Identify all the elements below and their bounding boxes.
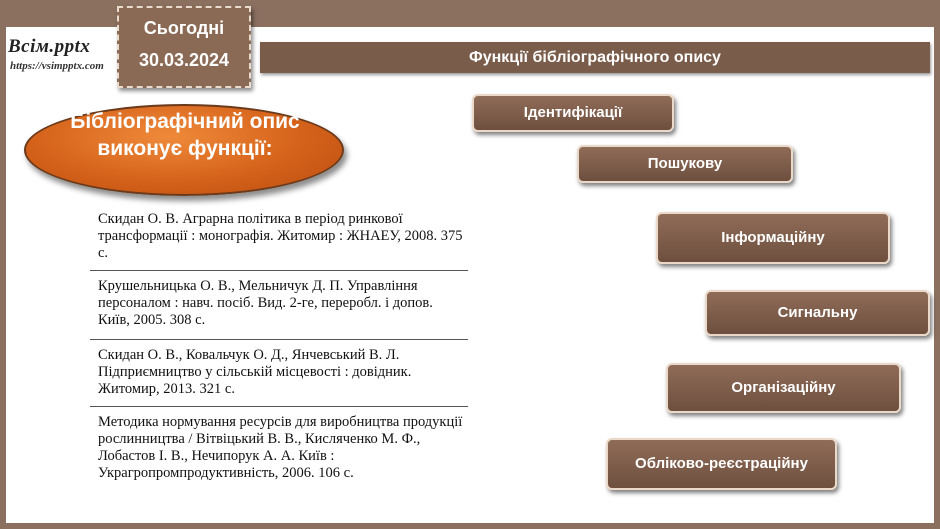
logo-url: https://vsimpptx.com: [10, 60, 104, 72]
date-label: Сьогодні: [143, 18, 225, 38]
reference-3: Скидан О. В., Ковальчук О. Д., Янчевський В. Л. Підприємництво у сільській місцевості : довідник. Житомир, 2013. 321 с.: [98, 347, 412, 397]
ellipse-text: Бібліографічний опис виконує функції:: [70, 110, 300, 160]
logo-text: Всім.pptx: [8, 36, 91, 57]
logo: [8, 36, 120, 78]
function-signal-button[interactable]: Сигнальну: [705, 290, 930, 336]
function-registration-button[interactable]: Обліково-реєстраційну: [606, 438, 837, 490]
date-box: [117, 6, 251, 88]
date-value: 30.03.2024: [138, 50, 230, 70]
reference-1: Скидан О. В. Аграрна політика в період ринкової трансформації : монографія. Житомир : ЖНАЕУ, 2008. 375 с.: [98, 211, 463, 261]
function-identification-button[interactable]: Ідентифікації: [472, 94, 674, 132]
reference-divider: [90, 406, 468, 407]
reference-divider: [90, 339, 468, 340]
reference-divider: [90, 270, 468, 271]
reference-4: Методика нормування ресурсів для виробництва продукції рослинництва / Вітвіцький В. В., Кисляченко М. Ф., Лобастов І. В., Нечипорук А. А. Київ : Украгропромпродуктивність, 2006. 106 с.: [98, 414, 463, 481]
function-organizational-button[interactable]: Організаційну: [666, 363, 901, 413]
slide-title: Функції бібліографічного опису: [260, 42, 930, 73]
function-information-button[interactable]: Інформаційну: [656, 212, 890, 264]
function-search-button[interactable]: Пошукову: [577, 145, 793, 183]
reference-2: Крушельницька О. В., Мельничук Д. П. Управління персоналом : навч. посіб. Вид. 2-ге, переробл. і допов. Київ, 2005. 308 с.: [98, 278, 433, 328]
